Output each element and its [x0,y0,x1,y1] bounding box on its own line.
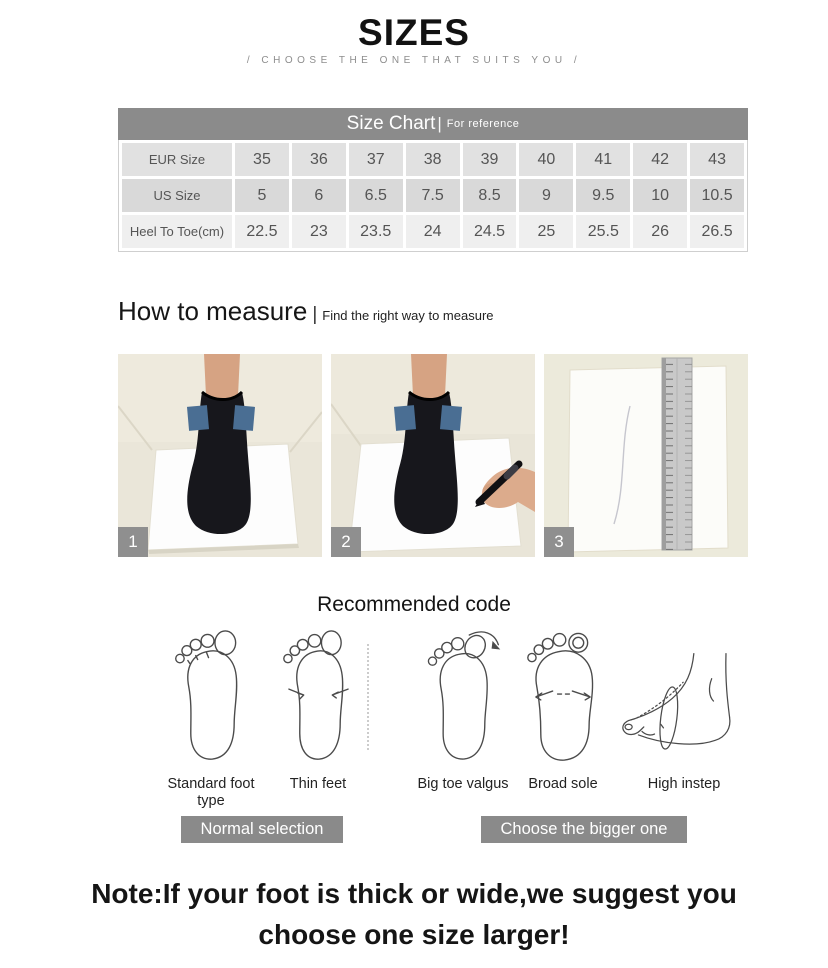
size-cell: 10.5 [690,179,744,212]
size-cell: 37 [349,143,403,176]
standard-foot-icon [164,628,258,766]
size-chart-header [118,108,748,140]
size-cell: 9 [519,179,573,212]
page-subtitle: / CHOOSE THE ONE THAT SUITS YOU / [246,55,582,66]
size-cell: 24 [406,215,460,248]
size-cell: 9.5 [576,179,630,212]
broad-sole-item [515,628,611,810]
thin-feet-item [271,628,365,810]
size-chart-title: Size Chart [346,113,436,134]
size-cell: 40 [519,143,573,176]
size-cell: 35 [235,143,289,176]
recommended-code-title: Recommended code [317,593,511,616]
size-chart-table [118,108,748,252]
size-cell: 25.5 [576,215,630,248]
page-title: SIZES [358,12,470,53]
size-cell: 25 [519,215,573,248]
step3-photo [544,354,748,557]
foot-type-label: Broad sole [528,776,598,792]
size-cell: 36 [292,143,346,176]
size-cell: 26.5 [690,215,744,248]
measuring-with-ruler-photo [544,354,748,557]
size-cell: 6.5 [349,179,403,212]
how-to-measure-heading [118,296,494,327]
size-cell: 43 [690,143,744,176]
row-label: EUR Size [122,143,232,176]
high-instep-item [617,628,751,810]
foot-type-label: High instep [647,776,721,792]
recommended-section [0,628,828,863]
how-to-measure-subtitle: Find the right way to measure [322,308,494,323]
foot-type-label: Thin feet [289,776,347,792]
standard-foot-item [159,628,263,810]
normal-selection-box: Normal selection [181,816,344,843]
row-label: US Size [122,179,232,212]
note-line-2: choose one size larger! [258,918,570,950]
foot-type-items [152,628,372,810]
row-label: Heel To Toe(cm) [122,215,232,248]
thin-feet-icon [271,628,365,766]
size-cell: 5 [235,179,289,212]
step-number-badge: 1 [118,527,148,557]
foot-type-items [418,628,750,810]
size-chart-header-divider: | [437,114,442,133]
big-toe-valgus-icon [417,628,509,766]
size-cell: 23.5 [349,215,403,248]
size-cell: 10 [633,179,687,212]
size-cell: 6 [292,179,346,212]
size-note [0,874,828,955]
bigger-size-group [418,628,750,843]
step-number-badge: 3 [544,527,574,557]
size-cell: 24.5 [463,215,517,248]
measure-step-photos [118,354,748,557]
choose-bigger-one-box: Choose the bigger one [481,816,688,843]
step2-photo [331,354,535,557]
foot-on-paper-photo [118,354,322,557]
size-cell: 39 [463,143,517,176]
table-row-eur-size [119,140,747,176]
size-cell: 8.5 [463,179,517,212]
size-cell: 22.5 [235,215,289,248]
size-cell: 38 [406,143,460,176]
step-number-badge: 2 [331,527,361,557]
how-to-measure-title: How to measure [118,296,308,326]
how-to-measure-divider: | [312,304,318,325]
size-cell: 7.5 [406,179,460,212]
size-cell: 26 [633,215,687,248]
table-row-heel-to-toe [119,212,747,251]
size-cell: 23 [292,215,346,248]
marking-foot-outline-photo [331,354,535,557]
high-instep-icon [617,628,751,766]
size-chart-note: For reference [446,118,520,130]
foot-type-label: Big toe valgus [417,776,509,792]
step1-photo [118,354,322,557]
note-line-1: Note:If your foot is thick or wide,we suggest you [91,878,737,909]
size-cell: 41 [576,143,630,176]
size-cell: 42 [633,143,687,176]
broad-sole-icon [515,628,611,766]
big-toe-valgus-item [417,628,509,810]
table-row-us-size [119,176,747,212]
foot-type-label: Standard foot type [167,776,255,809]
normal-selection-group [152,628,372,843]
